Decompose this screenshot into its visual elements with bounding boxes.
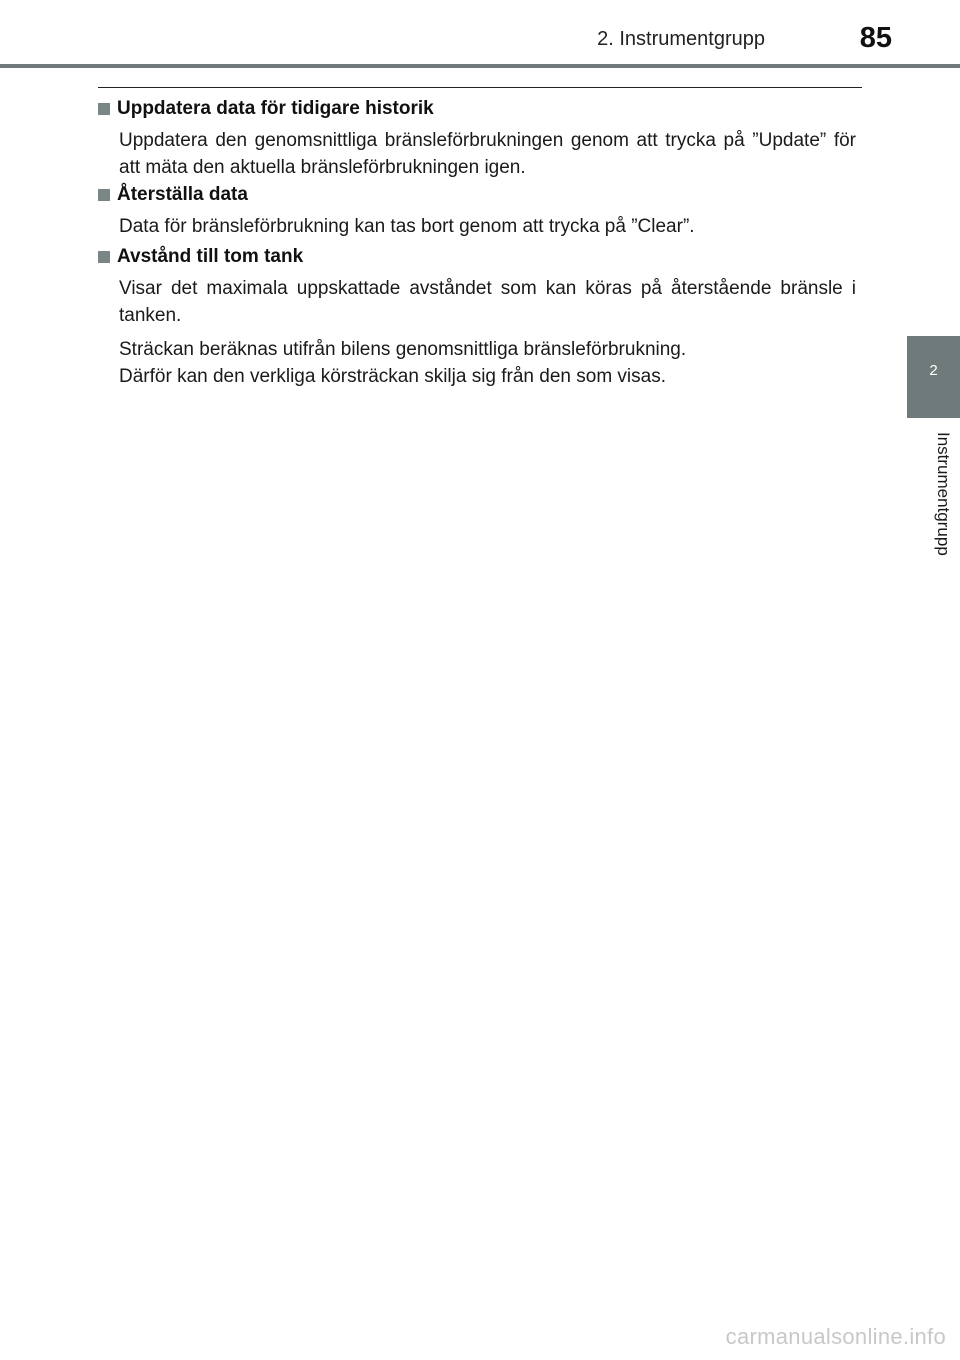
content-divider xyxy=(98,87,862,88)
paragraph-line: Sträckan beräknas utifrån bilens genomsnittliga bränsleförbrukning. xyxy=(119,339,687,360)
section-paragraph: Uppdatera den genomsnittliga bränsleförbrukningen genom att trycka på ”Update” för att mäta den aktuella bränsleförbrukningen igen. xyxy=(119,130,856,178)
page-number: 85 xyxy=(859,22,892,54)
square-bullet-icon xyxy=(98,251,110,263)
chapter-tab xyxy=(907,336,960,418)
section-range-to-empty xyxy=(98,244,856,390)
section-heading xyxy=(98,182,856,208)
section-reset-data xyxy=(98,182,856,240)
section-update-history xyxy=(98,96,856,181)
chapter-tab-number: 2 xyxy=(929,362,938,379)
chapter-title: 2. Instrumentgrupp xyxy=(597,28,765,50)
section-heading-text: Återställa data xyxy=(117,184,248,205)
section-paragraph xyxy=(119,336,856,390)
section-heading xyxy=(98,96,856,122)
section-paragraph: Data för bränsleförbrukning kan tas bort genom att trycka på ”Clear”. xyxy=(119,216,695,237)
chapter-tab-label: Instrumentgrupp xyxy=(934,432,953,556)
square-bullet-icon xyxy=(98,189,110,201)
section-heading-text: Avstånd till tom tank xyxy=(117,246,304,267)
section-heading xyxy=(98,244,856,270)
watermark-text: carmanualsonline.info xyxy=(725,1324,946,1349)
square-bullet-icon xyxy=(98,103,110,115)
section-paragraph: Visar det maximala uppskattade avståndet som kan köras på återstående bränsle i tanken. xyxy=(119,278,856,326)
paragraph-line: Därför kan den verkliga körsträckan skilja sig från den som visas. xyxy=(119,366,667,387)
header-divider xyxy=(0,64,960,68)
section-heading-text: Uppdatera data för tidigare historik xyxy=(117,98,434,119)
